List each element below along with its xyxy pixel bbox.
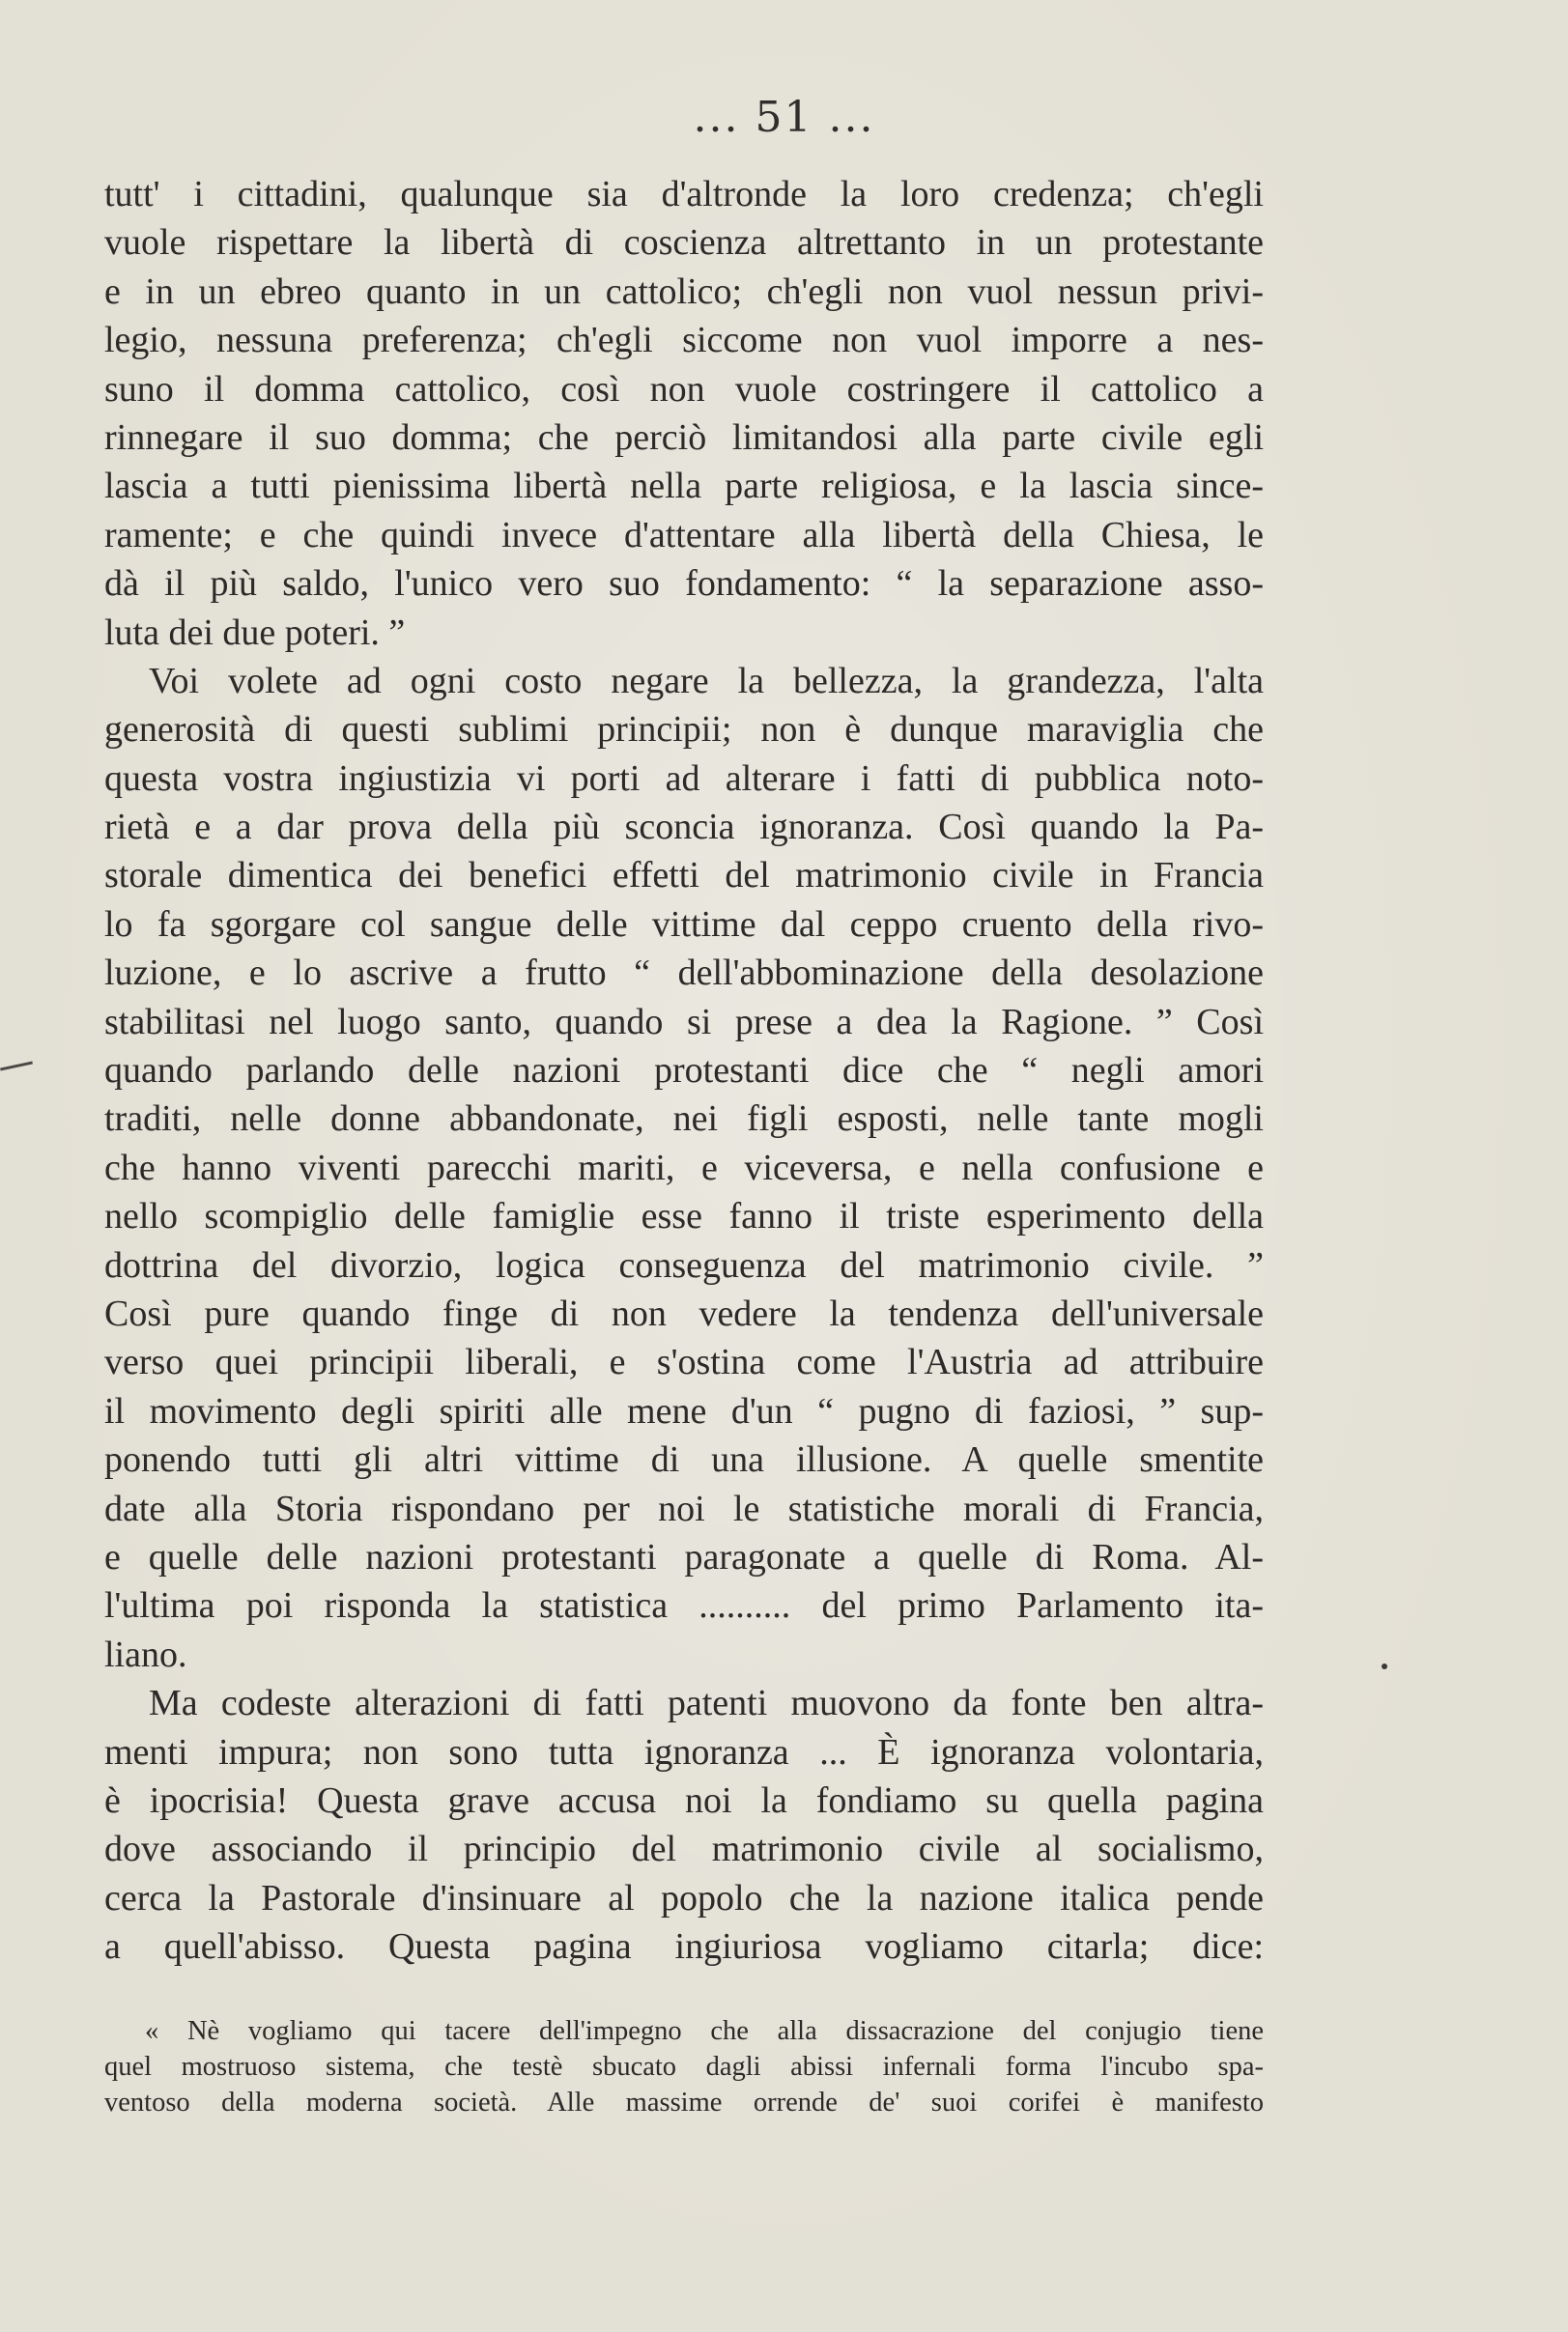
ink-speck [1382,1664,1387,1669]
text-line: che hanno viventi parecchi mariti, e viceversa, e nella confusione e [104,1147,1264,1188]
text-line: quando parlando delle nazioni protestanti dice che “ negli amori [104,1050,1264,1092]
text-line: liano. [104,1634,187,1675]
text-line: generosità di questi sublimi principii; non è dunque maraviglia che [104,709,1264,751]
quote-line: quel mostruoso sistema, che testè sbucato dagli abissi infernali forma l'incubo spa- [104,2052,1264,2082]
text-line: a quell'abisso. Questa pagina ingiuriosa vogliamo citarla; dice: [104,1926,1264,1968]
quote-line: « Nè vogliamo qui tacere dell'impegno che alla dissacrazione del conjugio tiene [145,2016,1264,2046]
text-line: Ma codeste alterazioni di fatti patenti muovono da fonte ben altra- [149,1683,1264,1724]
text-line: rietà e a dar prova della più sconcia ignoranza. Così quando la Pa- [104,807,1264,848]
text-line: menti impura; non sono tutta ignoranza ... È ignoranza volontaria, [104,1731,1264,1773]
text-line: ramente; e che quindi invece d'attentare alla libertà della Chiesa, le [104,514,1264,555]
text-line: e quelle delle nazioni protestanti paragonate a quelle di Roma. Al- [104,1536,1264,1578]
text-line: è ipocrisia! Questa grave accusa noi la fondiamo su quella pagina [104,1779,1264,1821]
text-line: rinnegare il suo domma; che perciò limitandosi alla parte civile egli [104,416,1264,458]
text-line: dove associando il principio del matrimonio civile al socialismo, [104,1829,1264,1870]
text-line: ponendo tutti gli altri vittime di una illusione. A quelle smentite [104,1439,1264,1481]
margin-mark [0,1061,33,1070]
text-line: suno il domma cattolico, così non vuole costringere il cattolico a [104,368,1264,410]
text-line: questa vostra ingiustizia vi porti ad alterare i fatti di pubblica noto- [104,757,1264,799]
text-line: legio, nessuna preferenza; ch'egli siccome non vuol imporre a nes- [104,320,1264,361]
text-line: lascia a tutti pienissima libertà nella parte religiosa, e la lascia since- [104,466,1264,507]
text-line: e in un ebreo quanto in un cattolico; ch'egli non vuol nessun privi- [104,270,1264,312]
text-line: luta dei due poteri. ” [104,611,406,653]
text-line: l'ultima poi risponda la statistica .......... del primo Parlamento ita- [104,1585,1264,1627]
text-line: dà il più saldo, l'unico vero suo fondamento: “ la separazione asso- [104,563,1264,605]
text-line: vuole rispettare la libertà di coscienza altrettanto in un protestante [104,222,1264,264]
text-line: lo fa sgorgare col sangue delle vittime dal ceppo cruento della rivo- [104,903,1264,945]
text-line: date alla Storia rispondano per noi le statistiche morali di Francia, [104,1488,1264,1529]
text-line: nello scompiglio delle famiglie esse fanno il triste esperimento della [104,1196,1264,1237]
text-line: cerca la Pastorale d'insinuare al popolo che la nazione italica pende [104,1877,1264,1919]
text-line: il movimento degli spiriti alle mene d'un “ pugno di faziosi, ” sup- [104,1390,1264,1432]
quote-line: ventoso della moderna società. Alle massime orrende de' suoi corifei è manifesto [104,2088,1264,2118]
page-number: ... 51 ... [693,93,875,142]
text-line: Voi volete ad ogni costo negare la bellezza, la grandezza, l'alta [149,660,1264,701]
text-line: stabilitasi nel luogo santo, quando si prese a dea la Ragione. ” Così [104,1001,1264,1042]
quoted-excerpt [104,2013,1264,2120]
text-line: Così pure quando finge di non vedere la tendenza dell'universale [104,1293,1264,1334]
text-line: storale dimentica dei benefici effetti del matrimonio civile in Francia [104,855,1264,896]
text-line: dottrina del divorzio, logica conseguenza del matrimonio civile. ” [104,1244,1264,1286]
text-line: tutt' i cittadini, qualunque sia d'altronde la loro credenza; ch'egli [104,174,1264,214]
text-line: verso quei principii liberali, e s'ostina come l'Austria ad attribuire [104,1342,1264,1383]
text-line: luzione, e lo ascrive a frutto “ dell'abbominazione della desolazione [104,953,1264,994]
body-text [104,170,1264,1971]
text-line: traditi, nelle donne abbandonate, nei figli esposti, nelle tante mogli [104,1098,1264,1140]
